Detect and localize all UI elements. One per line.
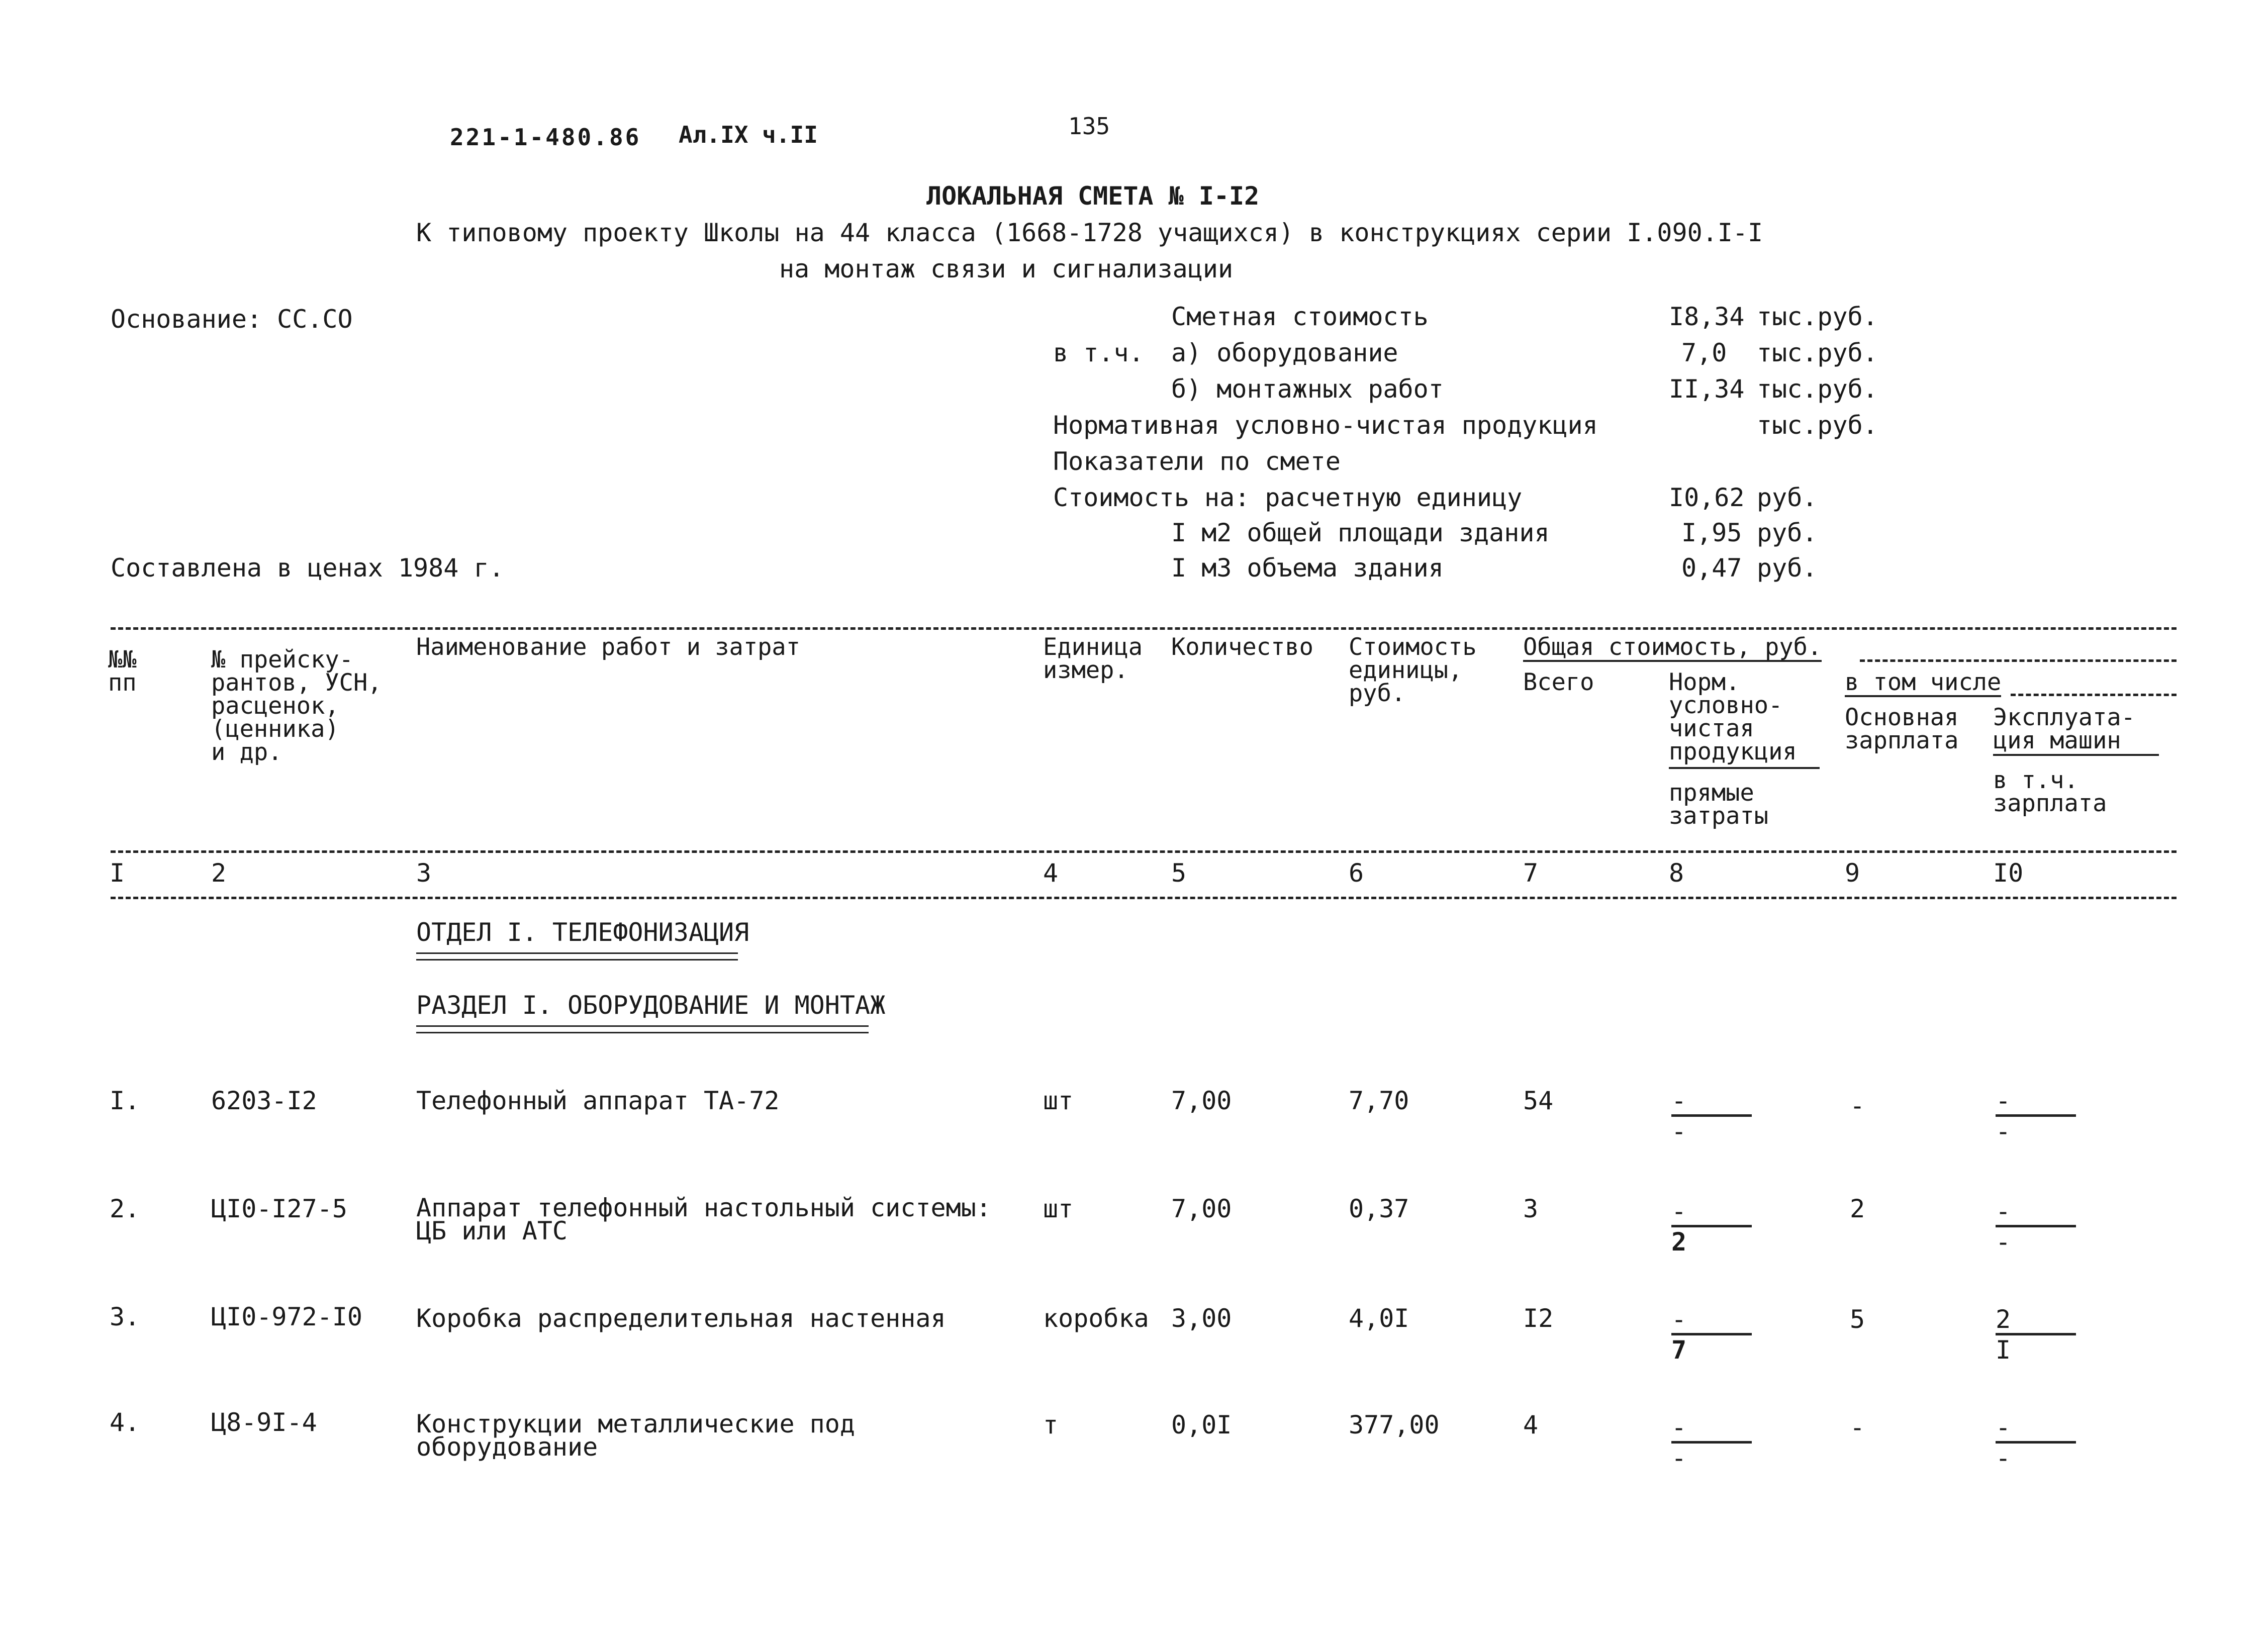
- indicators-label: Показатели по смете: [1053, 447, 1341, 476]
- document-title: ЛОКАЛЬНАЯ СМЕТА № I-I2: [926, 181, 1260, 211]
- column-number: 3: [416, 858, 432, 888]
- row-total: 4: [1523, 1410, 1539, 1439]
- header-col-quantity: Количество: [1171, 633, 1313, 661]
- column-number: 7: [1523, 858, 1539, 888]
- row-net-product: -: [1671, 1415, 1752, 1444]
- column-number: 2: [211, 858, 227, 888]
- row-quantity: 7,00: [1171, 1194, 1232, 1223]
- equipment-label: а) оборудование: [1171, 338, 1398, 367]
- row-direct-costs: 7: [1671, 1335, 1687, 1365]
- column-number: 8: [1669, 858, 1684, 888]
- row-direct-costs: 2: [1671, 1227, 1687, 1257]
- row-unit: шт: [1043, 1194, 1074, 1223]
- row-unit-cost: 377,00: [1349, 1410, 1440, 1439]
- incl-prefix: в т.ч.: [1053, 338, 1144, 367]
- row-number: 2.: [110, 1194, 140, 1223]
- column-numbers-top-rule: [111, 850, 2177, 853]
- subsection-heading: РАЗДЕЛ I. ОБОРУДОВАНИЕ И МОНТАЖ: [416, 991, 886, 1020]
- header-col-work-name: Наименование работ и затрат: [416, 633, 801, 661]
- row-unit: т: [1043, 1410, 1059, 1439]
- equipment-value: 7,0: [1681, 338, 1727, 367]
- document-code: 221-1-480.86: [450, 124, 641, 151]
- header-col-incl-salary: в т.ч. зарплата: [1993, 766, 2107, 817]
- unit-label: тыс.руб.: [1757, 374, 1878, 404]
- row-name: Коробка распределительная настенная: [416, 1304, 946, 1333]
- row-machine-operation: -: [1996, 1088, 2076, 1117]
- per-m2-value: I,95: [1681, 518, 1742, 547]
- row-direct-costs: -: [1671, 1117, 1687, 1146]
- row-incl-salary: I: [1996, 1335, 2011, 1365]
- header-including-rule: [2011, 694, 2177, 696]
- row-base-salary: 5: [1850, 1305, 1865, 1334]
- header-col-base-salary: Основная зарплата: [1845, 704, 1959, 754]
- column-number: 9: [1845, 858, 1860, 888]
- row-unit: коробка: [1043, 1304, 1149, 1333]
- subsection-heading-underline: [416, 1025, 869, 1033]
- cost-per-unit-label: Стоимость на: расчетную единицу: [1053, 483, 1523, 512]
- unit-label: тыс.руб.: [1757, 338, 1878, 367]
- estimated-cost-label: Сметная стоимость: [1171, 302, 1429, 331]
- row-machine-fraction: [1996, 1415, 2086, 1474]
- row-unit-cost: 7,70: [1349, 1086, 1409, 1115]
- row-number: 4.: [110, 1408, 140, 1437]
- estimated-cost-value: I8,34: [1669, 302, 1745, 331]
- row-net-product: -: [1671, 1088, 1752, 1117]
- row-net-product-fraction: [1671, 1307, 1762, 1366]
- row-base-salary: -: [1850, 1413, 1865, 1442]
- row-quantity: 3,00: [1171, 1304, 1232, 1333]
- header-total-cost: Общая стоимость, руб.: [1523, 633, 1822, 661]
- album-reference: Ал.IX ч.II: [679, 121, 818, 148]
- row-code: 6203-I2: [211, 1086, 317, 1115]
- row-net-product: -: [1671, 1307, 1752, 1335]
- row-code: ЦI0-I27-5: [211, 1194, 347, 1223]
- row-machine-operation: 2: [1996, 1307, 2076, 1335]
- unit-label: тыс.руб.: [1757, 411, 1878, 440]
- row-total: 3: [1523, 1194, 1539, 1223]
- row-number: 3.: [110, 1302, 140, 1331]
- row-direct-costs: -: [1671, 1444, 1687, 1473]
- per-m3-value: 0,47: [1681, 553, 1742, 583]
- row-net-product-fraction: [1671, 1088, 1762, 1147]
- unit-rub: руб.: [1757, 553, 1818, 583]
- header-col-pricelist: № прейску- рантов, УСН, расценок, (ценника) и др.: [211, 646, 382, 766]
- header-col-direct-costs: прямые затраты: [1669, 779, 1769, 830]
- row-number: I.: [110, 1086, 140, 1115]
- column-number: 4: [1043, 858, 1059, 888]
- header-col-machine-operation: Эксплуата- ция машин: [1993, 704, 2135, 754]
- row-machine-fraction: [1996, 1307, 2086, 1366]
- unit-rub: руб.: [1757, 483, 1818, 512]
- row-name: Телефонный аппарат ТА-72: [416, 1086, 780, 1115]
- row-net-product-fraction: [1671, 1415, 1762, 1474]
- column-number: 5: [1171, 858, 1187, 888]
- header-including: в том числе: [1845, 668, 2002, 696]
- table-top-rule: [111, 627, 2177, 630]
- unit-rub: руб.: [1757, 518, 1818, 547]
- page-number: 135: [1068, 113, 1110, 140]
- row-net-product: -: [1671, 1199, 1752, 1227]
- installation-value: II,34: [1669, 374, 1745, 404]
- row-name: Конструкции металлические под оборудование: [416, 1409, 855, 1462]
- row-total: I2: [1523, 1304, 1554, 1333]
- prices-year: Составлена в ценах 1984 г.: [111, 553, 504, 583]
- header-col-unit-cost: Стоимость единицы, руб.: [1349, 633, 1477, 707]
- row-incl-salary: -: [1996, 1444, 2011, 1473]
- cost-per-unit-value: I0,62: [1669, 483, 1745, 512]
- per-m2-label: I м2 общей площади здания: [1171, 518, 1550, 547]
- row-incl-salary: -: [1996, 1227, 2011, 1257]
- row-incl-salary: -: [1996, 1117, 2011, 1146]
- header-col-number: №№ пп: [108, 646, 137, 697]
- row-code: Ц8-9I-4: [211, 1408, 317, 1437]
- header-col-net-product: Норм. условно- чистая продукция: [1669, 668, 1797, 765]
- section-heading-underline: [416, 952, 738, 960]
- row-machine-operation: -: [1996, 1199, 2076, 1227]
- column-numbers-bottom-rule: [111, 897, 2177, 899]
- document-subtitle: К типовому проекту Школы на 44 класса (1668-1728 учащихся) в конструкциях серии I.090.I-I: [416, 218, 1763, 247]
- row-unit-cost: 0,37: [1349, 1194, 1409, 1223]
- document-subtitle-2: на монтаж связи и сигнализации: [779, 254, 1234, 283]
- header-col-unit: Единица измер.: [1043, 633, 1143, 684]
- header-total-cost-rule: [1860, 659, 2177, 662]
- row-name: Аппарат телефонный настольный системы: ЦБ или АТС: [416, 1193, 991, 1245]
- row-machine-operation: -: [1996, 1415, 2076, 1444]
- row-quantity: 7,00: [1171, 1086, 1232, 1115]
- row-unit: шт: [1043, 1086, 1074, 1115]
- row-code: ЦI0-972-I0: [211, 1302, 363, 1331]
- row-machine-fraction: [1996, 1199, 2086, 1258]
- installation-label: б) монтажных работ: [1171, 374, 1444, 404]
- row-total: 54: [1523, 1086, 1554, 1115]
- section-heading: ОТДЕЛ I. ТЕЛЕФОНИЗАЦИЯ: [416, 918, 749, 947]
- column-number: I: [110, 858, 125, 888]
- header-net-product-rule: [1669, 767, 1820, 769]
- row-unit-cost: 4,0I: [1349, 1304, 1409, 1333]
- row-quantity: 0,0I: [1171, 1410, 1232, 1439]
- row-base-salary: 2: [1850, 1194, 1865, 1223]
- row-base-salary: -: [1850, 1091, 1865, 1120]
- column-number: 6: [1349, 858, 1364, 888]
- row-machine-fraction: [1996, 1088, 2086, 1147]
- header-col-total: Всего: [1523, 668, 1594, 696]
- basis-label: Основание: СС.СО: [111, 305, 353, 334]
- unit-label: тыс.руб.: [1757, 302, 1878, 331]
- column-number: I0: [1993, 858, 2024, 888]
- per-m3-label: I м3 объема здания: [1171, 553, 1444, 583]
- header-machine-rule: [1993, 754, 2159, 756]
- row-net-product-fraction: [1671, 1199, 1762, 1258]
- net-product-label: Нормативная условно-чистая продукция: [1053, 411, 1598, 440]
